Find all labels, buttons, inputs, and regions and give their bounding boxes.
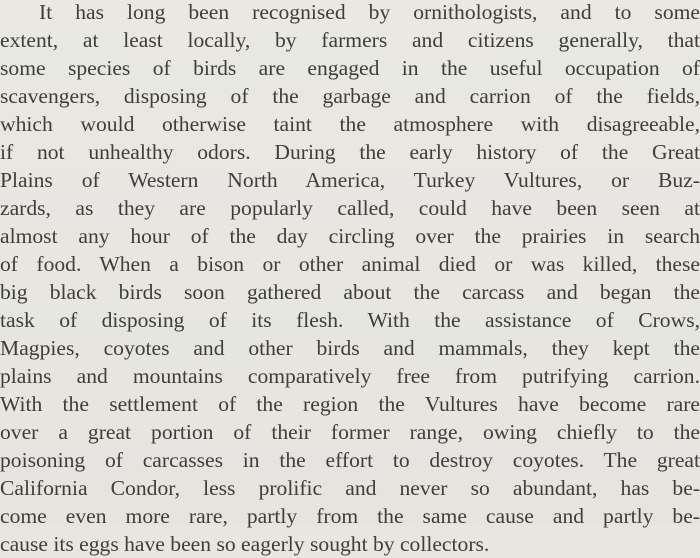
paragraph-line: It has long been recognised by ornithologists, and to some (39, 0, 700, 24)
paragraph-line: of food. When a bison or other animal died or was killed, these (0, 252, 700, 276)
paragraph-line: scavengers, disposing of the garbage and carrion of the fields, (0, 84, 700, 108)
paragraph-line: almost any hour of the day circling over the prairies in search (0, 224, 700, 248)
paragraph-line: over a great portion of their former range, owing chiefly to the (0, 420, 700, 444)
paragraph-line: which would otherwise taint the atmosphere with disagreeable, (0, 112, 700, 136)
paragraph-line: big black birds soon gathered about the carcass and began the (0, 280, 700, 304)
paragraph-line: cause its eggs have been so eagerly sought by collectors. (0, 532, 490, 556)
paragraph-line: if not unhealthy odors. During the early history of the Great (0, 140, 700, 164)
paragraph-line: some species of birds are engaged in the useful occupation of (0, 56, 700, 80)
paragraph-line: Plains of Western North America, Turkey Vultures, or Buz- (0, 168, 700, 192)
paragraph-line: come even more rare, partly from the same cause and partly be- (0, 504, 700, 528)
paragraph-line: Magpies, coyotes and other birds and mammals, they kept the (0, 336, 700, 360)
paragraph-line: With the settlement of the region the Vultures have become rare (0, 392, 700, 416)
paragraph-line: extent, at least locally, by farmers and citizens generally, that (0, 28, 700, 52)
paragraph-line: task of disposing of its flesh. With the assistance of Crows, (0, 308, 700, 332)
paragraph-line: plains and mountains comparatively free from putrifying carrion. (0, 364, 700, 388)
paragraph-line: poisoning of carcasses in the effort to destroy coyotes. The great (0, 448, 700, 472)
paragraph-line: zards, as they are popularly called, could have been seen at (0, 196, 700, 220)
paragraph-line: California Condor, less prolific and never so abundant, has be- (0, 476, 700, 500)
